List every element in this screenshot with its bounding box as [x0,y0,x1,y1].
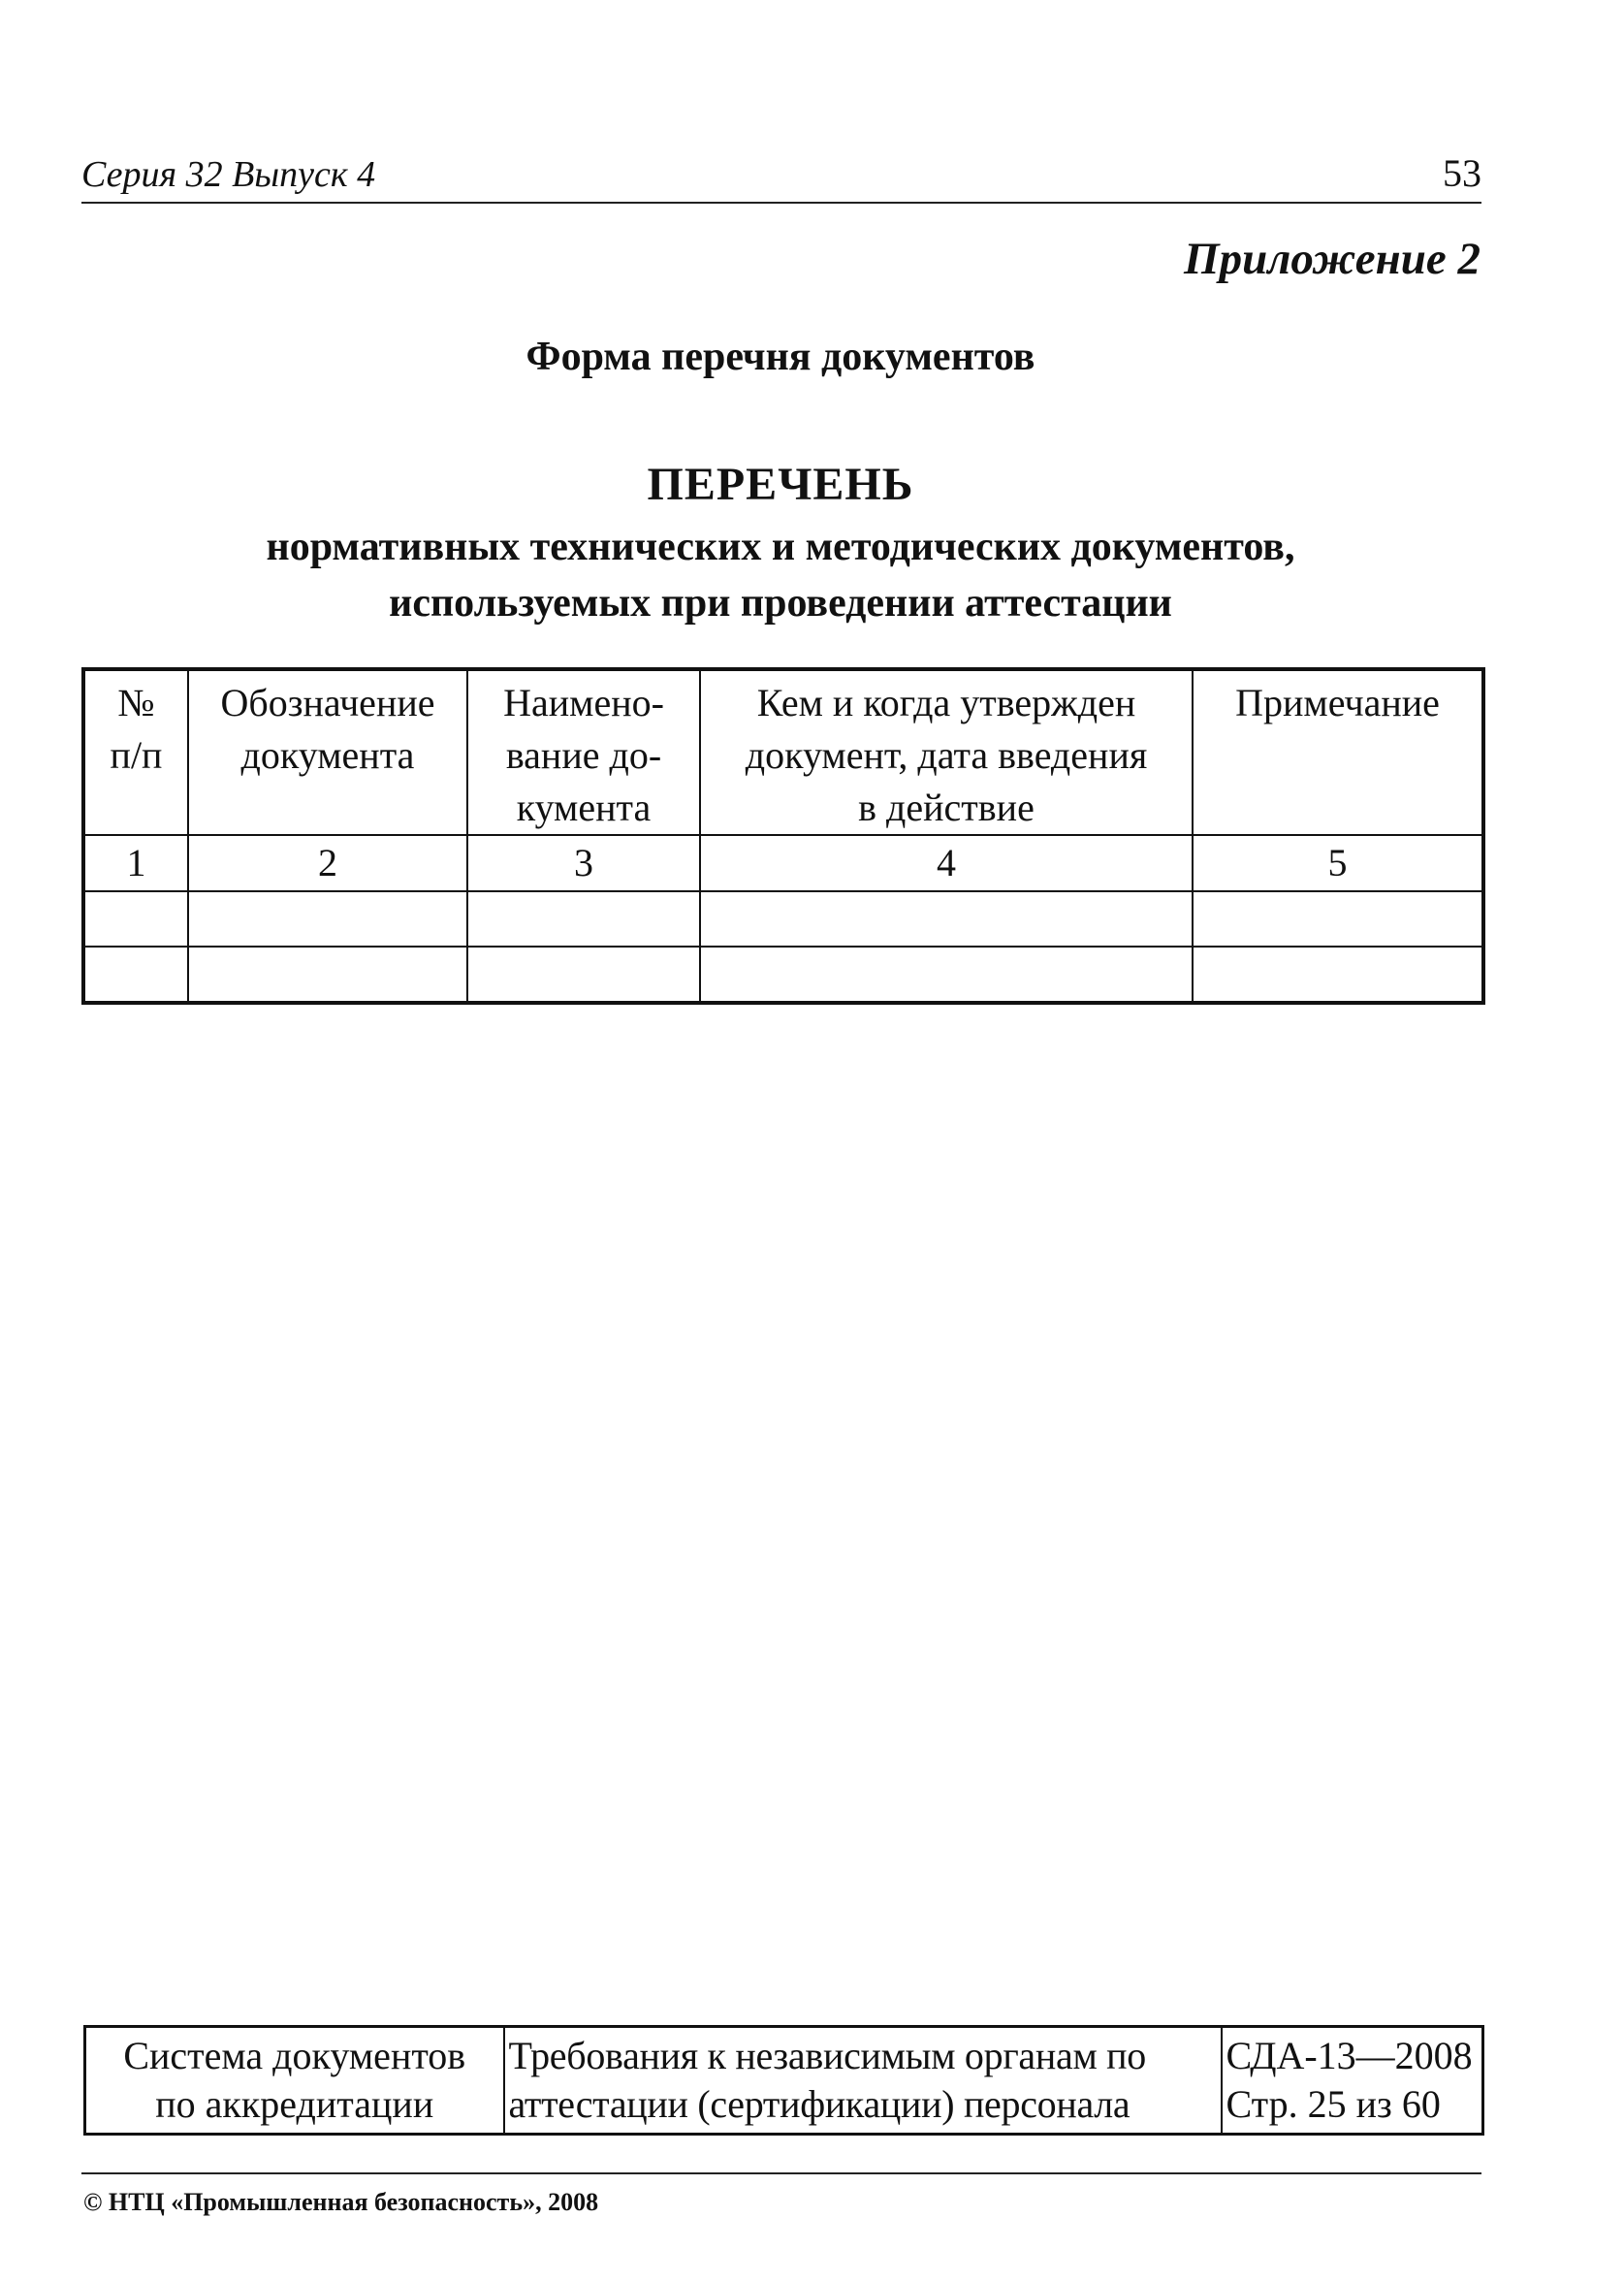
document-footer-table [83,2025,1484,2136]
column-header-number: № п/п [83,669,188,835]
column-header-title: Наимено- вание до- кумента [467,669,700,835]
footer-document-code: СДА-13—2008 Стр. 25 из 60 [1222,2027,1483,2135]
table-header-row [83,669,1483,835]
page-number: 53 [1443,151,1481,195]
empty-cell [1193,947,1483,1003]
list-subheading-line-2: используемых при проведении аттестации [389,581,1172,626]
table-row [83,947,1483,1003]
list-heading: ПЕРЕЧЕНЬ [647,459,914,510]
empty-cell [700,947,1193,1003]
column-number: 5 [1193,835,1483,891]
running-head [81,145,1481,204]
column-number: 2 [188,835,467,891]
column-number: 4 [700,835,1193,891]
form-title: Форма перечня документов [525,335,1035,379]
empty-cell [188,891,467,947]
footer-system: Система документов по аккредитации [85,2027,504,2135]
empty-cell [83,891,188,947]
column-number-row [83,835,1483,891]
table-row [83,891,1483,947]
empty-cell [83,947,188,1003]
copyright: © НТЦ «Промышленная безопасность», 2008 [83,2188,599,2216]
column-number: 1 [83,835,188,891]
appendix-label: Приложение 2 [1184,234,1481,284]
empty-cell [467,947,700,1003]
empty-cell [188,947,467,1003]
list-subheading-line-1: нормативных технических и методических документов, [266,525,1295,569]
empty-cell [1193,891,1483,947]
column-header-approval: Кем и когда утвержден документ, дата введения в действие [700,669,1193,835]
documents-table [81,667,1485,1005]
footer-requirements: Требования к независимым органам по аттестации (сертификации) персонала [504,2027,1222,2135]
empty-cell [700,891,1193,947]
empty-cell [467,891,700,947]
column-header-note: Примечание [1193,669,1483,835]
footer-divider [81,2172,1481,2174]
series-label: Серия 32 Выпуск 4 [81,154,376,195]
column-number: 3 [467,835,700,891]
column-header-designation: Обозначение документа [188,669,467,835]
